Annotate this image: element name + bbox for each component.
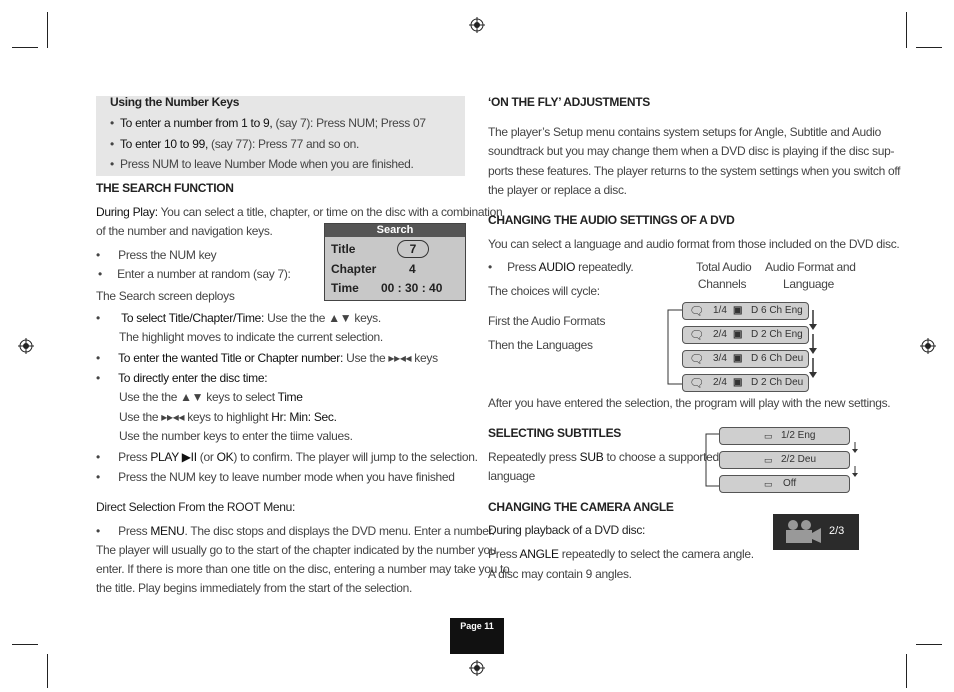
speech-bubble-icon: 🗨 [689,304,705,318]
dolby-icon: ▣ [733,329,743,340]
list-item: • To enter a number from 1 to 9, (say 7): Press NUM; Press 07 [110,116,426,130]
crop-mark [916,47,942,48]
search-screen-header: Search [325,224,465,237]
direct-heading: Direct Selection From the ROOT Menu: [96,500,296,514]
camera-angle-badge [773,514,859,550]
registration-mark-icon [469,660,485,676]
paragraph: You can select a language and audio format from those included on the DVD disc. [488,237,900,251]
list-item: • To directly enter the disc time: [96,371,268,385]
list-item: • To select Title/Chapter/Time: Use the the ▲▼ keys. [96,311,381,325]
paragraph: The Search screen deploys [96,289,235,303]
time-value: 00 : 30 : 40 [381,281,443,295]
paragraph: Press ANGLE repeatedly to select the camera angle. [488,547,754,561]
subtitle-icon: ▭ [764,479,773,489]
subtitle-option-pill: ▭ 2/2 Deu [719,451,850,469]
list-item: • Press NUM to leave Number Mode when you are finished. [110,157,414,171]
speech-bubble-icon: 🗨 [689,328,705,342]
paragraph: The highlight moves to indicate the current selection. [119,330,383,344]
list-item: • To enter 10 to 99, (say 77): Press 77 and so on. [110,137,360,151]
speech-bubble-icon: 🗨 [689,376,705,390]
list-item: • Press PLAY ▶II (or OK) to confirm. The player will jump to the selection. [96,450,478,464]
title-label: Title [331,242,356,256]
crop-mark [906,654,907,688]
paragraph: language [488,469,535,483]
paragraph: A disc may contain 9 angles. [488,567,632,581]
paragraph: soundtrack but you may change them when a DVD disc is playing if the disc sup- [488,144,895,158]
crop-mark [12,47,38,48]
audio-option-pill: 🗨 2/4 ▣ D 2 Ch Deu [682,374,809,392]
paragraph: Use the number keys to enter the tiime values. [119,429,353,443]
camera-heading: CHANGING THE CAMERA ANGLE [488,500,674,514]
chapter-label: Chapter [331,262,377,276]
list-item: • To enter the wanted Title or Chapter number: Use the ▸▸◂◂ keys [96,351,438,365]
paragraph: ports these features. The player returns to the system settings when you switch off [488,164,901,178]
search-screen [324,223,466,301]
search-heading: THE SEARCH FUNCTION [96,181,234,195]
paragraph: The player’s Setup menu contains system setups for Angle, Subtitle and Audio [488,125,882,139]
dolby-icon: ▣ [733,305,743,316]
list-item: • Press MENU. The disc stops and displays the DVD menu. Enter a number. [96,524,495,538]
total-channels-label: Total Audio [696,260,752,274]
list-item: • Press AUDIO repeatedly. [488,260,634,274]
list-item: • Press the NUM key to leave number mode when you have finished [96,470,455,484]
paragraph: Use the the ▲▼ keys to select Time [119,390,303,404]
paragraph: enter. If there is more than one title on the disc, entering a number may take you to [96,562,510,576]
paragraph: First the Audio Formats [488,314,606,328]
audio-option-pill: 🗨 3/4 ▣ D 6 Ch Deu [682,350,809,368]
paragraph: the player or replace a disc. [488,183,627,197]
paragraph: The choices will cycle: [488,284,600,298]
crop-mark [12,644,38,645]
paragraph: Repeatedly press SUB to choose a supported [488,450,719,464]
subtitle-option-pill: ▭ 1/2 Eng [719,427,850,445]
camera-icon [783,518,825,546]
fly-heading: ‘ON THE FLY’ ADJUSTMENTS [488,95,650,109]
format-language-label: Audio Format and [765,260,856,274]
paragraph: During playback of a DVD disc: [488,523,646,537]
paragraph: The player will usually go to the start of the chapter indicated by the number you [96,543,497,557]
paragraph: After you have entered the selection, the program will play with the new settings. [488,396,891,410]
camera-angle-value: 2/3 [829,525,845,537]
subtitle-icon: ▭ [764,455,773,465]
page-number-box [450,618,504,654]
crop-mark [47,654,48,688]
audio-option-pill: 🗨 2/4 ▣ D 2 Ch Eng [682,326,809,344]
dolby-icon: ▣ [733,377,743,388]
page-number: Page 11 [460,621,494,631]
paragraph: of the number and navigation keys. [96,224,273,238]
registration-mark-icon [920,338,936,354]
registration-mark-icon [18,338,34,354]
subtitle-option-pill: ▭ Off [719,475,850,493]
crop-mark [916,644,942,645]
crop-mark [47,12,48,48]
audio-heading: CHANGING THE AUDIO SETTINGS OF A DVD [488,213,735,227]
paragraph: the title. Play begins immediately from the start of the selection. [96,581,413,595]
registration-mark-icon [469,17,485,33]
list-item: • Press the NUM key [96,248,217,262]
total-channels-label: Channels [697,277,747,291]
subtitles-heading: SELECTING SUBTITLES [488,426,621,440]
paragraph: Then the Languages [488,338,593,352]
list-item: • Enter a number at random (say 7): [98,267,291,281]
number-keys-heading: Using the Number Keys [110,95,240,109]
subtitle-icon: ▭ [764,431,773,441]
audio-option-pill: 🗨 1/4 ▣ D 6 Ch Eng [682,302,809,320]
title-value: 7 [397,240,429,258]
crop-mark [906,12,907,48]
speech-bubble-icon: 🗨 [689,352,705,366]
dolby-icon: ▣ [733,353,743,364]
chapter-value: 4 [409,262,416,276]
format-language-label: Language [783,277,834,291]
paragraph: During Play: You can select a title, chapter, or time on the disc with a combination [96,205,503,219]
paragraph: Use the ▸▸◂◂ keys to highlight Hr: Min: Sec. [119,410,337,424]
time-label: Time [331,281,359,295]
